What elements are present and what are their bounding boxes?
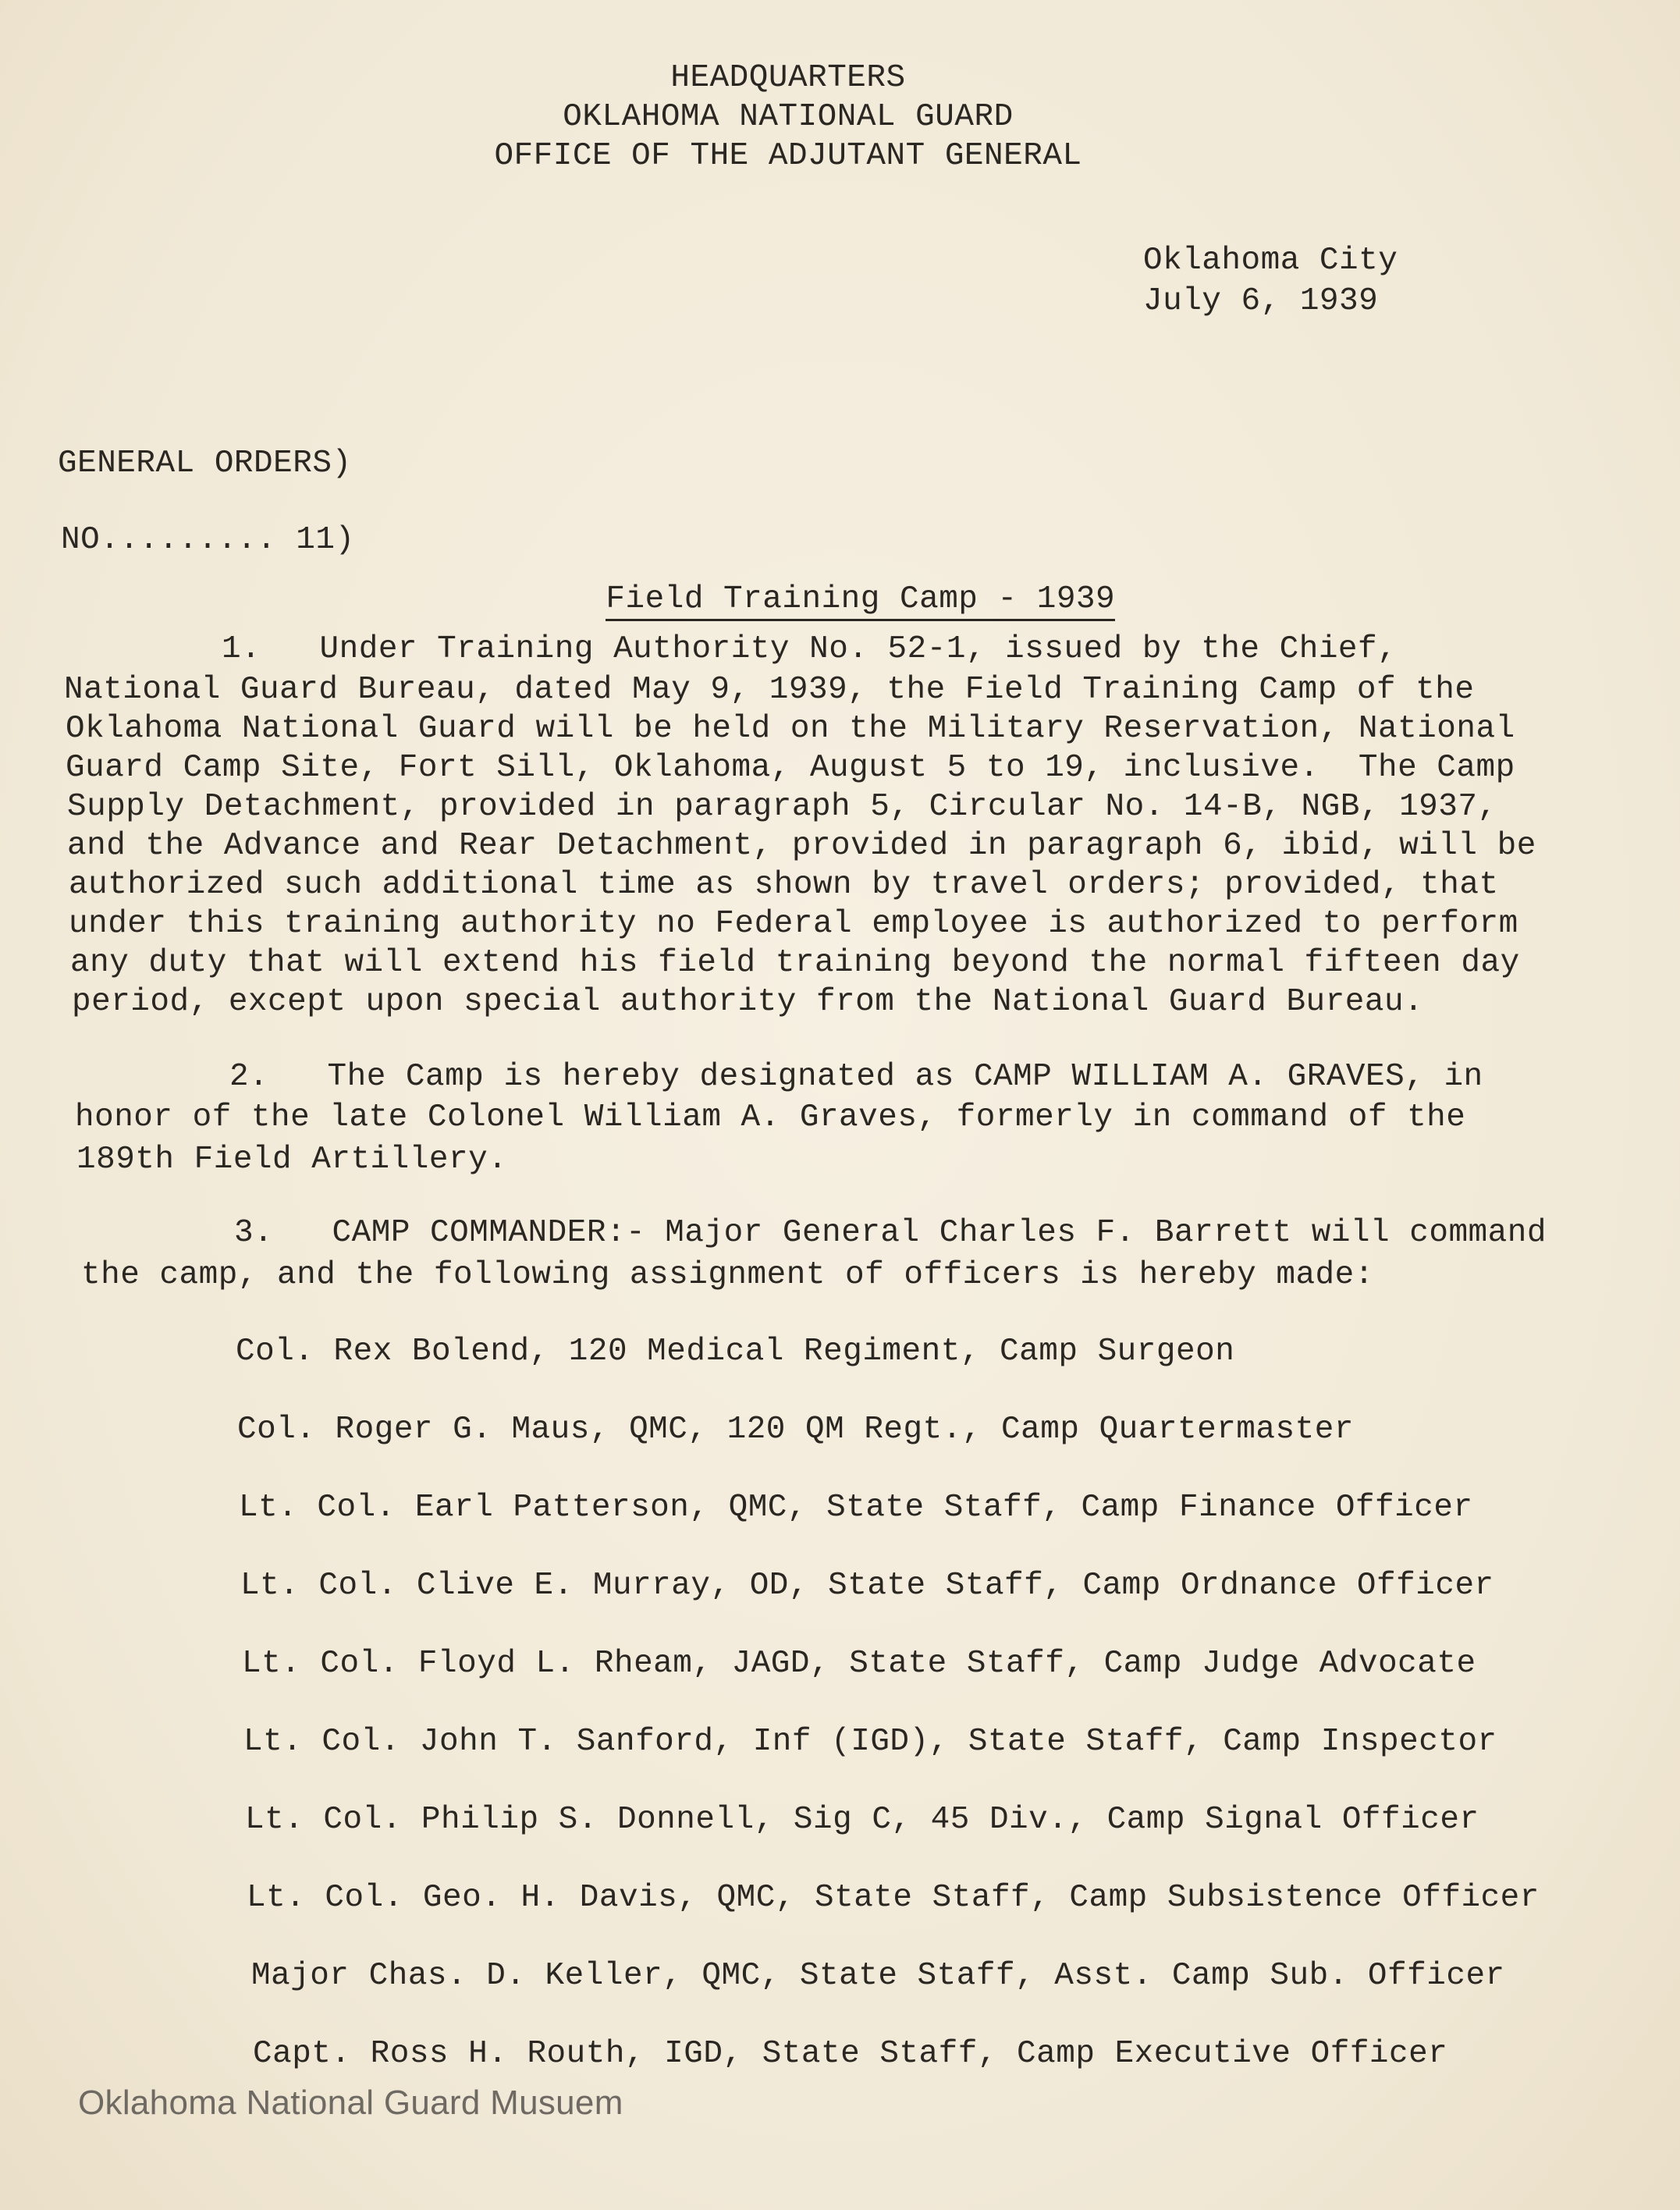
assignment-item: Lt. Col. Earl Patterson, QMC, State Staff, Camp Finance Officer — [239, 1490, 1473, 1526]
paragraph-line: Guard Camp Site, Fort Sill, Oklahoma, August 5 to 19, inclusive. The Camp — [66, 750, 1515, 786]
assignment-item: Col. Rex Bolend, 120 Medical Regiment, Camp Surgeon — [236, 1334, 1235, 1370]
paragraph-line: 1. Under Training Authority No. 52-1, issued by the Chief, — [222, 631, 1398, 667]
title-text: Field Training Camp - 1939 — [606, 581, 1115, 621]
general-orders-label: GENERAL ORDERS) — [58, 446, 352, 481]
paragraph-line: under this training authority no Federal employee is authorized to perform — [69, 906, 1518, 942]
museum-watermark: Oklahoma National Guard Musuem — [78, 2084, 623, 2122]
paragraph-line: Oklahoma National Guard will be held on the Military Reservation, National — [66, 711, 1515, 747]
paragraph-line: honor of the late Colonel William A. Graves, formerly in command of the — [75, 1100, 1466, 1135]
header-line-1: HEADQUARTERS — [670, 60, 906, 96]
orders-number: NO......... 11) — [61, 522, 355, 558]
paragraph-line: period, except upon special authority from the National Guard Bureau. — [72, 984, 1424, 1020]
paragraph-line: 2. The Camp is hereby designated as CAMP WILLIAM A. GRAVES, in — [229, 1059, 1483, 1095]
assignment-item: Lt. Col. Philip S. Donnell, Sig C, 45 Div., Camp Signal Officer — [245, 1802, 1479, 1838]
assignment-item: Lt. Col. Clive E. Murray, OD, State Staff, Camp Ordnance Officer — [240, 1568, 1494, 1604]
assignment-item: Col. Roger G. Maus, QMC, 120 QM Regt., Camp Quartermaster — [237, 1412, 1354, 1448]
paragraph-line: and the Advance and Rear Detachment, provided in paragraph 6, ibid, will be — [67, 828, 1536, 864]
dateline-place: Oklahoma City — [1143, 243, 1398, 279]
header-line-3: OFFICE OF THE ADJUTANT GENERAL — [494, 138, 1082, 174]
assignment-item: Lt. Col. Floyd L. Rheam, JAGD, State Staff, Camp Judge Advocate — [242, 1646, 1476, 1682]
header-line-2: OKLAHOMA NATIONAL GUARD — [563, 99, 1014, 135]
assignment-item: Capt. Ross H. Routh, IGD, State Staff, Camp Executive Officer — [253, 2036, 1448, 2072]
paragraph-line: 189th Field Artillery. — [76, 1142, 508, 1178]
paragraph-line: National Guard Bureau, dated May 9, 1939, the Field Training Camp of the — [64, 672, 1475, 708]
assignment-item: Lt. Col. Geo. H. Davis, QMC, State Staff, Camp Subsistence Officer — [247, 1880, 1540, 1916]
paragraph-line: the camp, and the following assignment of officers is hereby made: — [81, 1257, 1374, 1293]
paragraph-line: any duty that will extend his field training beyond the normal fifteen day — [70, 945, 1520, 981]
assignment-item: Lt. Col. John T. Sanford, Inf (IGD), State Staff, Camp Inspector — [243, 1724, 1497, 1760]
paragraph-line: Supply Detachment, provided in paragraph 5, Circular No. 14-B, NGB, 1937, — [67, 789, 1497, 825]
assignment-item: Major Chas. D. Keller, QMC, State Staff, Asst. Camp Sub. Officer — [251, 1958, 1505, 1994]
dateline-date: July 6, 1939 — [1143, 283, 1379, 319]
paragraph-line: authorized such additional time as shown by travel orders; provided, that — [69, 867, 1499, 903]
paragraph-line: 3. CAMP COMMANDER:- Major General Charles F. Barrett will command — [234, 1215, 1547, 1251]
